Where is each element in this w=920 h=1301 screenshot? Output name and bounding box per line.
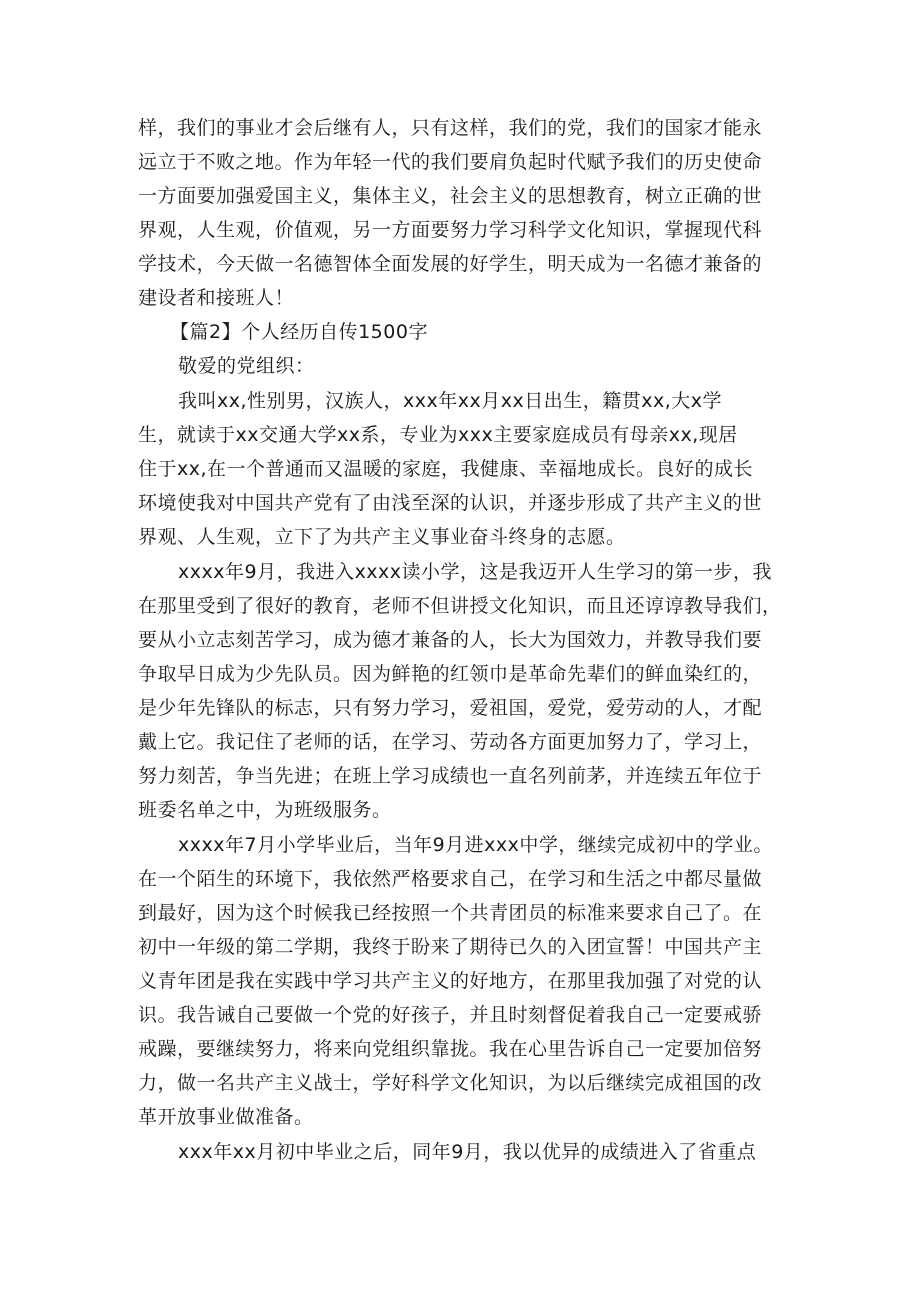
section-heading: 【篇2】个人经历自传1500字 — [170, 321, 428, 343]
text-line: 是少年先锋队的标志，只有努力学习，爱祖国，爱党，爱劳动的人，才配 — [138, 697, 763, 719]
text-line: 远立于不败之地。作为年轻一代的我们要肩负起时代赋予我们的历史使命 — [138, 151, 763, 173]
text-line: 班委名单之中，为班级服务。 — [138, 799, 392, 821]
text-line: 界观、人生观，立下了为共产主义事业奋斗终身的志愿。 — [138, 526, 626, 548]
text-line: 义青年团是我在实践中学习共产主义的好地方，在那里我加强了对党的认 — [138, 970, 763, 992]
text-line: 革开放事业做准备。 — [138, 1106, 314, 1128]
text-line: 初中一年级的第二学期，我终于盼来了期待已久的入团宣誓！中国共产主 — [138, 936, 763, 958]
salutation: 敬爱的党组织： — [178, 355, 315, 377]
text-line: 学技术，今天做一名德智体全面发展的好学生，明天成为一名德才兼备的 — [138, 253, 763, 275]
text-line: 我叫xx,性别男，汉族人，xxx年xx月xx日出生，籍贯xx,大x学 — [178, 390, 723, 412]
text-line: 努力刻苦，争当先进；在班上学习成绩也一直名列前茅，并连续五年位于 — [138, 765, 763, 787]
text-line: 在一个陌生的环境下，我依然严格要求自己，在学习和生活之中都尽量做 — [138, 868, 763, 890]
text-line: 戴上它。我记住了老师的话，在学习、劳动各方面更加努力了，学习上， — [138, 731, 763, 753]
text-line: 建设者和接班人！ — [138, 287, 295, 309]
text-line: 生，就读于xx交通大学xx系，专业为xxx主要家庭成员有母亲xx,现居 — [138, 424, 738, 446]
text-line: 界观，人生观，价值观，另一方面要努力学习科学文化知识，掌握现代科 — [138, 219, 763, 241]
text-line: 力，做一名共产主义战士，学好科学文化知识，为以后继续完成祖国的改 — [138, 1072, 763, 1094]
text-line: 住于xx,在一个普通而又温暖的家庭，我健康、幸福地成长。良好的成长 — [138, 458, 754, 480]
text-line: 要从小立志刻苦学习，成为德才兼备的人，长大为国效力，并教导我们要 — [138, 629, 763, 651]
text-line: 识。我告诫自己要做一个党的好孩子，并且时刻督促着我自己一定要戒骄 — [138, 1004, 763, 1026]
text-line: 一方面要加强爱国主义，集体主义，社会主义的思想教育，树立正确的世 — [138, 185, 763, 207]
text-line: xxxx年7月小学毕业后，当年9月进xxx中学，继续完成初中的学业。 — [178, 834, 773, 856]
text-line: 环境使我对中国共产党有了由浅至深的认识，并逐步形成了共产主义的世 — [138, 492, 763, 514]
text-line: xxxx年9月，我进入xxxx读小学，这是我迈开人生学习的第一步，我 — [178, 561, 773, 583]
text-line: 样，我们的事业才会后继有人，只有这样，我们的党，我们的国家才能永 — [138, 117, 763, 139]
text-line: 争取早日成为少先队员。因为鲜艳的红领巾是革命先辈们的鲜血染红的， — [138, 663, 763, 685]
text-line: 在那里受到了很好的教育，老师不但讲授文化知识，而且还谆谆教导我们， — [138, 595, 782, 617]
text-line: 到最好，因为这个时候我已经按照一个共青团员的标准来要求自己了。在 — [138, 902, 763, 924]
text-line: 戒躁，要继续努力，将来向党组织靠拢。我在心里告诉自己一定要加倍努 — [138, 1038, 763, 1060]
text-line: xxx年xx月初中毕业之后，同年9月，我以优异的成绩进入了省重点 — [178, 1141, 757, 1163]
